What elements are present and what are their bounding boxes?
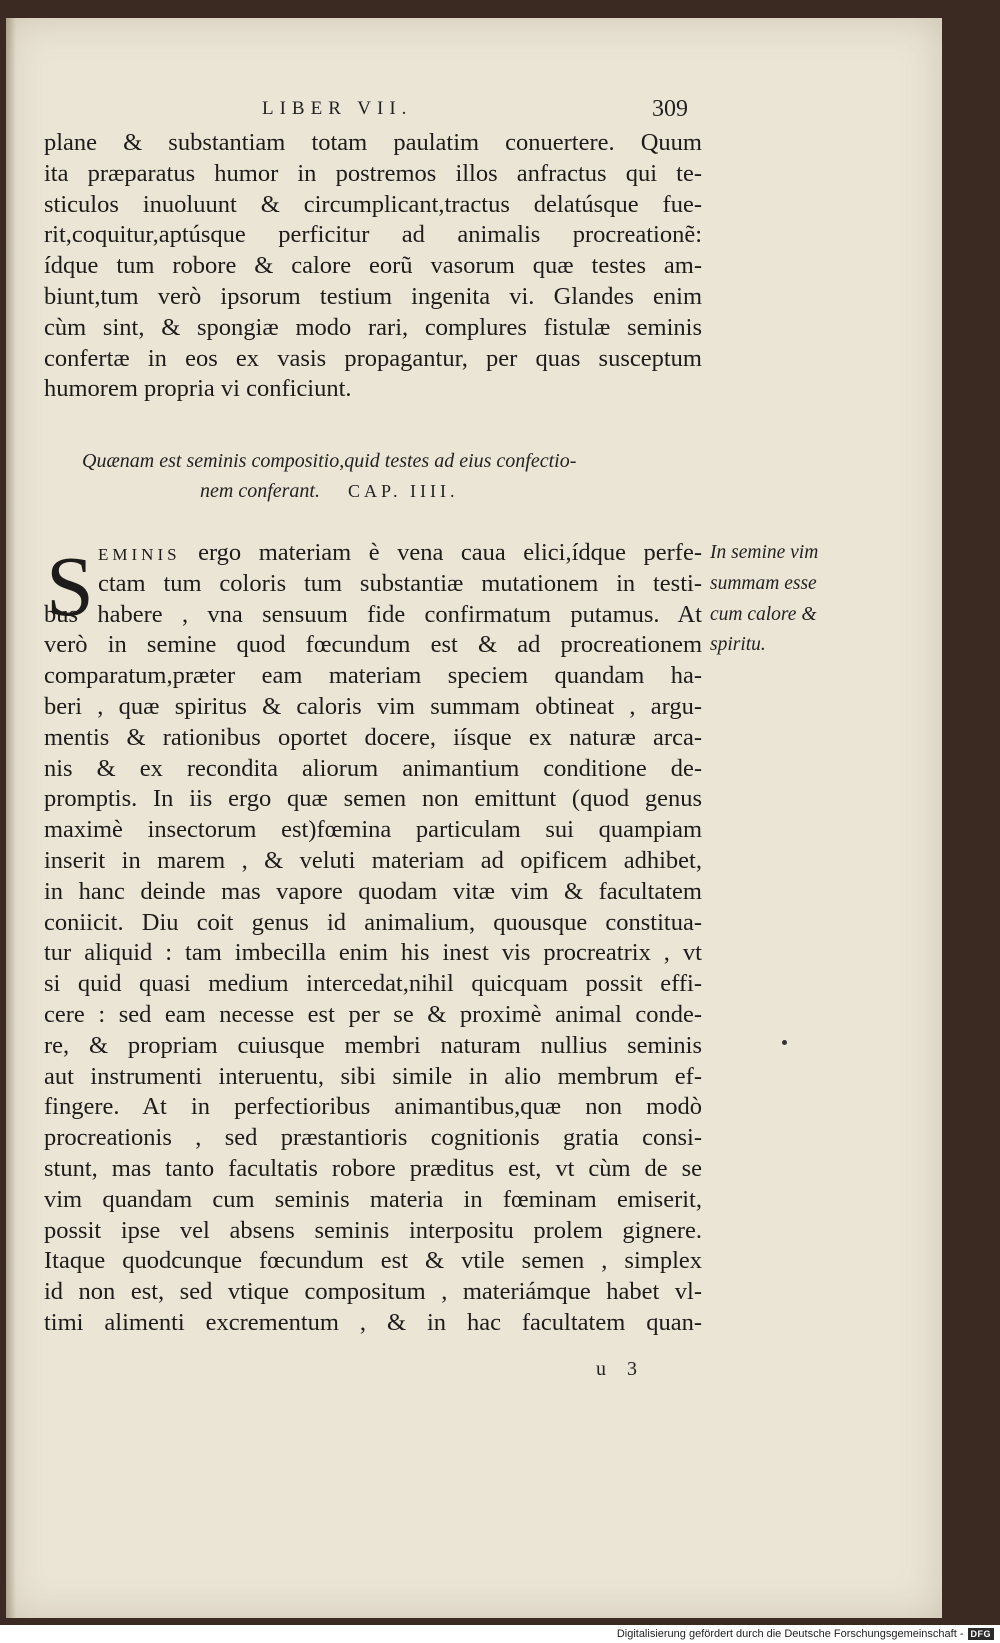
ink-speck [782,1040,787,1045]
text-line: stunt, mas tanto facultatis robore præditus est, vt cùm de se [44,1154,702,1182]
text-line: comparatum,præter eam materiam speciem quandam ha- [44,662,702,690]
text-line: in hanc deinde mas vapore quodam vitæ vim & facultatem [44,877,702,905]
text-line: promptis. In iis ergo quæ semen non emittunt (quod genus [44,785,702,813]
text-line: timi alimenti excrementum , & in hac facultatem quan- [44,1308,702,1336]
opening-line-rest: ergo materiam è vena caua elici,ídque perfe- [180,539,702,566]
chapter-title-line-1: Quænam est seminis compositio,quid testes ad eius confectio- [82,450,577,472]
marginal-note-line: In semine vim [710,542,819,563]
text-line: mentis & rationibus oportet docere, iísque ex naturæ arca- [44,723,702,751]
text-line: maximè insectorum est)fœmina particulam sui quampiam [44,816,702,844]
text-line: tur aliquid : tam imbecilla enim his inest vis procreatrix , vt [44,939,702,967]
chapter-number: CAP. IIII. [347,481,459,501]
text-line: si quid quasi medium intercedat,nihil quicquam possit effi- [44,970,702,998]
page-gutter-shadow [6,18,16,1618]
text-line: vim quandam cum seminis materia in fœminam emiserit, [44,1185,702,1213]
opening-small-caps: EMINIS [98,545,181,564]
marginal-note [710,538,860,661]
text-line: cere : sed eam necesse est per se & proximè animal conde- [44,1000,702,1028]
text-line: possit ipse vel absens seminis interpositu prolem gignere. [44,1216,702,1244]
text-line-first [44,538,702,569]
text-line: ctam tum coloris tum substantiæ mutationem in testi- [98,569,702,597]
paragraph-1 [44,128,702,405]
marginal-note-line: spiritu. [710,634,766,656]
text-line: coniicit. Diu coit genus id animalium, quousque constitua- [44,908,702,936]
text-line: verò in semine quod fœcundum est & ad procreationem [44,631,702,659]
text-line: nis & ex recondita aliorum animantium conditione de- [44,754,702,782]
chapter-heading [82,446,682,506]
paragraph-2 [44,538,702,1339]
digitization-footer [617,1626,994,1642]
page-number: 309 [652,96,688,122]
text-line: procreationis , sed præstantioris cognitionis gratia consi- [44,1124,702,1152]
text-line: ita præparatus humor in postremos illos anfractus qui te- [44,159,702,187]
signature-mark: u 3 [596,1358,645,1380]
text-line: ídque tum robore & calore eorũ vasorum quæ testes am- [44,252,702,280]
dfg-logo: DFG [968,1628,995,1640]
text-line: biunt,tum verò ipsorum testium ingenita vi. Glandes enim [44,282,702,310]
drop-capital: S [46,538,94,634]
text-line: humorem propria vi conficiunt. [44,375,352,403]
funding-credit: Digitalisierung gefördert durch die Deutsche Forschungsgemeinschaft - [616,1628,964,1640]
text-line: inserit in marem , & veluti materiam ad opificem adhibet, [44,846,702,874]
text-line: bus habere , vna sensuum fide confirmatum putamus. At [44,600,702,628]
chapter-title-end: nem conferant. [200,480,320,502]
chapter-title-line-2 [82,476,682,506]
text-line: confertæ in eos ex vasis propagantur, per quas susceptum [44,344,702,372]
text-line: rit,coquitur,aptúsque perficitur ad animalis procreationẽ: [44,221,702,249]
text-line: fingere. At in perfectioribus animantibus,quæ non modò [44,1093,702,1121]
text-line: Itaque quodcunque fœcundum est & vtile semen , simplex [44,1247,702,1275]
text-line: sticulos inuoluunt & circumplicant,tractus delatúsque fue- [44,190,702,218]
text-line: re, & propriam cuiusque membri naturam nullius seminis [44,1031,702,1059]
text-line: plane & substantiam totam paulatim conuertere. Quum [44,129,702,156]
text-line: id non est, sed vtique compositum , materiámque habet vl- [44,1278,702,1306]
text-line: cùm sint, & spongiæ modo rari, complures fistulæ seminis [44,313,702,341]
running-head [0,98,1000,128]
text-line: beri , quæ spiritus & caloris vim summam obtineat , argu- [44,692,702,720]
marginal-note-line: summam esse [710,572,817,594]
marginal-note-line: cum calore & [710,603,817,625]
text-line: aut instrumenti interuentu, sibi simile in alio membrum ef- [44,1062,702,1090]
running-head-title: LIBER VII. [262,98,413,119]
